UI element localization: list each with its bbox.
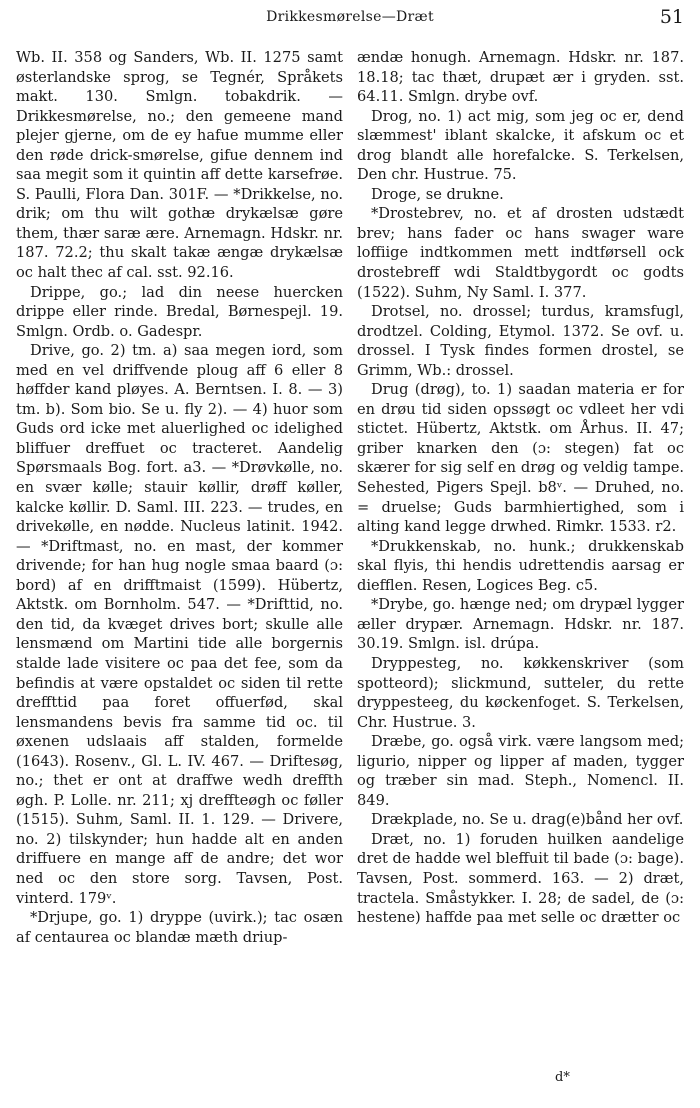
- entry-paragraph: Drive, go. 2) tm. a) saa megen iord, som med en vel driffvende ploug aff 6 eller 8 høffder kand pløyes. A. Berntsen. I. 8. — 3) tm. b). Som bio. Se u. fly 2). — 4) huor som Guds ord icke met aluerlighed oc idelighed bliffuer dreffuet oc tracteret. Aandelig Spørsmaals Bog. fort. a3. — *Drøvkølle, no. en svær kølle; stauir køllir, drøff køller, kalcke køllir. D. Saml. III. 223. — trudes, en drivekølle, en nødde. Nucleus latinit. 1942. — *Driftmast, no. en mast, der kommer drivende; for han hug nogle smaa baard (ɔ: bord) af en drifftmaist (1599). Hübertz, Aktstk. om Bornholm. 547. — *Drifttid, no. den tid, da kvæget drives bort; skulle alle lensmænd om Martini tide alle borgernis stalde lade visitere oc paa det fee, som da befindis at være opstaldet oc siden til rette dreffttid paa foret offuerfød, skal lensmandens bevis fra samme tid oc. til øxenen udslaais aff stalden, formelde (1643). Rosenv., Gl. L. IV. 467. — Driftesøg, no.; thet er ont at draffwe wedh dreffth øgh. P. Lolle. nr. 211; xj dreffteøgh oc føller (1515). Suhm, Saml. II. 1. 129. — Drivere, no. 2) tilskynder; hun hadde alt en anden driffuere en mange aff de andre; det wor ned oc den store sorg. Tavsen, Post. vinterd. 179ᵛ.: [16, 342, 343, 907]
- left-column: [16, 48, 343, 947]
- entry-paragraph: Drug (drøg), to. 1) saadan materia er for en drøu tid siden opssøgt oc vdleet her vdi stictet. Hübertz, Aktstk. om Århus. II. 47; griber knarken den (ɔ: stegen) fat oc skærer for sig self en drøg og veldig tampe. Sehested, Pigers Spejl. b8ᵛ. — Druhed, no. = druelse; Guds barmhiertighed, som i alting kand legge drwhed. Rimkr. 1533. r2.: [357, 381, 684, 536]
- entry-paragraph: Dryppesteg, no. køkkenskriver (som spotteord); slickmund, sutteler, du rette dryppesteeg, du køckenfoget. S. Terkelsen, Chr. Hustrue. 3.: [357, 654, 684, 731]
- entry-paragraph: *Drukkenskab, no. hunk.; drukkenskab skal flyis, thi hendis udrettendis aarsag er diefflen. Resen, Logices Beg. c5.: [357, 537, 684, 594]
- entry-paragraph: *Drybe, go. hænge ned; om drypæl lygger æller drypær. Arnemagn. Hdskr. nr. 187. 30.19. Smlgn. isl. drúpa.: [357, 596, 684, 653]
- page-header: [0, 6, 700, 32]
- entry-paragraph: Drækplade, no. Se u. drag(e)bånd her ovf.: [371, 811, 684, 829]
- entry-paragraph: *Drostebrev, no. et af drosten udstædt brev; hans fader oc hans swager ware loffiige indtkommen mett indtførsell ock drostebreff wdi Staldtbygordt oc godts (1522). Suhm, Ny Saml. I. 377.: [357, 205, 684, 301]
- running-head: Drikkesmørelse—Dræt: [266, 9, 434, 25]
- entry-paragraph: ændæ honugh. Arnemagn. Hdskr. nr. 187. 18.18; tac thæt, drupæt ær i gryden. sst. 64.11. Smlgn. drybe ovf.: [357, 49, 684, 106]
- entry-paragraph: Dræt, no. 1) foruden huilken aandelige dret de hadde wel bleffuit til bade (ɔ: bage). Tavsen, Post. sommerd. 163. — 2) dræt, tractela. Småstykker. I. 28; de sadel, de (ɔ: hestene) haffde paa met selle oc drætter oc: [357, 830, 684, 927]
- signature-mark: d*: [555, 1070, 570, 1085]
- entry-paragraph: Droge, se drukne.: [371, 185, 504, 203]
- entry-paragraph: Drippe, go.; lad din neese huercken drippe eller rinde. Bredal, Børnespejl. 19. Smlgn. Ordb. o. Gadespr.: [16, 283, 343, 340]
- page-number: 51: [659, 6, 684, 28]
- entry-paragraph: Wb. II. 358 og Sanders, Wb. II. 1275 samt østerlandske sprog, se Tegnér, Språkets makt. 130. Smlgn. tobakdrik. — Drikkesmørelse, no.; den gemeene mand plejer gjerne, om de ey hafue mumme eller den røde drick-smørelse, gifue dennem ind saa megit som it quintin aff dette karsefrøe. S. Paulli, Flora Dan. 301F. — *Drikkelse, no. drik; om thu wilt gothæ drykælsæ gøre them, thær saræ ære. Arnemagn. Hdskr. nr. 187. 72.2; thu skalt takæ ængæ drykælsæ oc halt thec af cal. sst. 92.16.: [16, 49, 343, 282]
- entry-paragraph: Dræbe, go. også virk. være langsom med; ligurio, nipper og lipper af maden, tygger og træber sin mad. Steph., Nomencl. II. 849.: [357, 733, 684, 809]
- entry-paragraph: Drog, no. 1) act mig, som jeg oc er, dend slæmmest' iblant skalcke, it afskum oc et drog blandt alle horefalcke. S. Terkelsen, Den chr. Hustrue. 75.: [357, 107, 684, 184]
- entry-paragraph: Drotsel, no. drossel; turdus, kramsfugl, drodtzel. Colding, Etymol. 1372. Se ovf. u. drossel. I Tysk findes formen drostel, se Grimm, Wb.: drossel.: [357, 303, 684, 379]
- entry-paragraph: *Drjupe, go. 1) dryppe (uvirk.); tac osæn af centaurea oc blandæ mæth driup-: [16, 909, 343, 946]
- right-column: [357, 48, 684, 928]
